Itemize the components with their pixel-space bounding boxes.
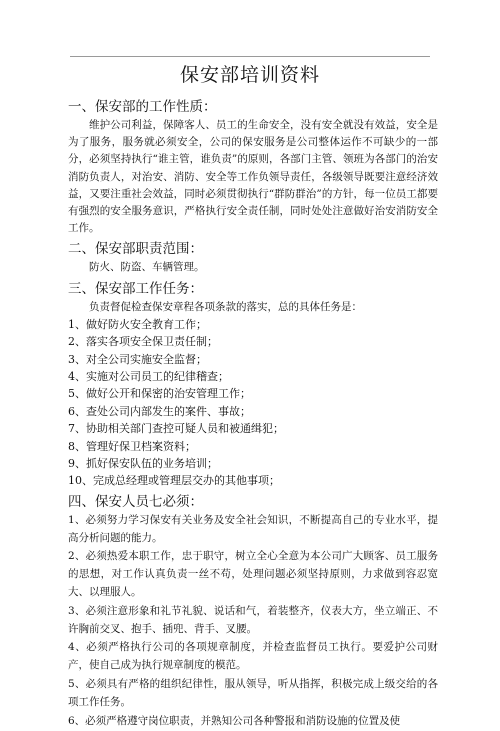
task-item: 1、做好防火安全教育工作；: [68, 317, 207, 331]
section-body-scope: 防火、防盗、车辆管理。: [89, 261, 205, 274]
task-item: 10、完成总经理或管理层交办的其他事项；: [68, 474, 280, 488]
requirement-item: 6、必须严格遵守岗位职责，并熟知公司各种警报和消防设施的位置及使: [68, 714, 401, 727]
requirement-item: 3、必须注意形象和礼节礼貌、说话和气，着装整齐，仪表大方，坐立端正、不许胸前交叉、抱手、插兜、背手、叉腰。: [68, 604, 438, 635]
section-heading-scope: 二、保安部职责范围：: [68, 241, 203, 258]
requirement-item: 1、必须努力学习保安有关业务及安全社会知识，不断提高自己的专业水平，提高分析问题的能力。: [68, 513, 438, 544]
section-intro-tasks: 负责督促检查保安章程各项条款的落实，总的具体任务是：: [89, 300, 362, 313]
requirement-item: 2、必须热爱本职工作，忠于职守，树立全心全意为本公司广大顾客、员工服务的思想，对工作认真负责一丝不苟，处理问题必须坚持原则，力求做到容忍宽大、以理服人。: [68, 550, 438, 598]
task-item: 4、实施对公司员工的纪律稽查；: [68, 370, 229, 383]
section-body-nature: 维护公司利益，保障客人、员工的生命安全，没有安全就没有效益，安全是为了服务，服务就必须安全，公司的保安服务是公司整体运作不可缺少的一部分，必须坚持执行“谁主管，谁负责”的原则，各部门主管、领班为各部门的治安消防负责人，对治安、消防、安全等工作负领导责任，各级领导既要注意经济效益，又要注重社会效益，同时必须贯彻执行“群防群治”的方针，每一位员工都要有强烈的安全服务意识，严格执行安全责任制，同时处处注意做好治安消防安全工作。: [68, 119, 438, 235]
document-body: [68, 97, 438, 731]
task-item: 2、落实各项安全保卫责任制；: [68, 335, 218, 349]
task-item: 8、管理好保卫档案资料；: [68, 439, 196, 453]
document-title: 保安部培训资料: [179, 64, 320, 86]
section-heading-nature: 一、保安部的工作性质：: [68, 99, 217, 115]
task-item: 6、查处公司内部发生的案件、事故；: [68, 404, 251, 418]
section-heading-requirements: 四、保安人员七必须：: [68, 493, 203, 510]
task-item: 7、协助相关部门查控可疑人员和被通缉犯；: [68, 422, 284, 436]
task-item: 9、抓好保安队伍的业务培训；: [68, 456, 218, 470]
task-item: 5、做好公开和保密的治安管理工作；: [68, 387, 251, 401]
task-item: 3、对全公司实施安全监督；: [68, 352, 207, 366]
requirement-item: 5、必须具有严格的组织纪律性，服从领导，听从指挥，积极完成上级交给的各项工作任务。: [68, 677, 438, 708]
requirement-item: 4、必须严格执行公司的各项规章制度，并检查监督员工执行。要爱护公司财产，使自己成为执行规章制度的模范。: [68, 641, 438, 672]
section-heading-tasks: 三、保安部工作任务：: [68, 280, 203, 297]
header-rule: [70, 56, 430, 57]
